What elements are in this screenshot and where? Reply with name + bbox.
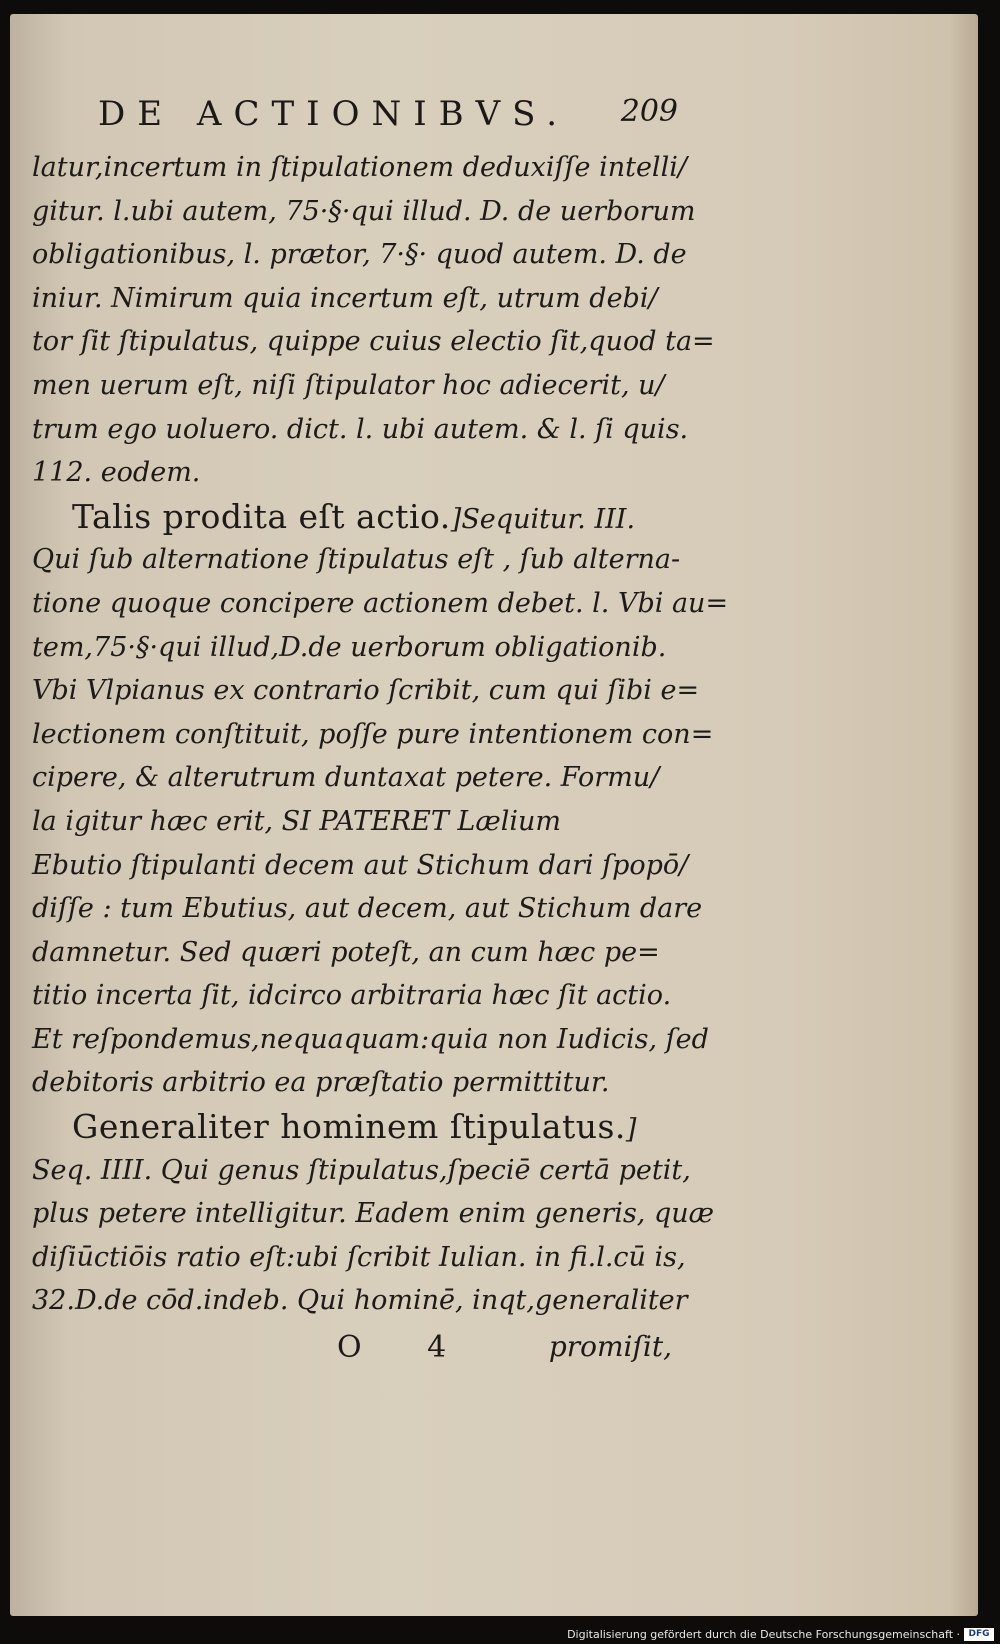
text-line: lectionem conſtituit, poſſe pure intentionem con= [32,718,714,750]
text-line: tor ſit ſtipulatus, quippe cuius electio ſit,quod ta= [32,326,715,358]
text-line: Qui ſub alternatione ſtipulatus eſt , ſub alterna- [32,544,681,576]
running-head: DE ACTIONIBVS. [98,94,570,134]
text-line: latur,incertum in ſtipulationem deduxiſſe intelli/ [32,152,687,183]
text-line: gitur. l.ubi autem, 75·§·qui illud. D. de uerborum [32,195,696,227]
body-text [32,146,729,1323]
text-line: Ebutio ſtipulanti decem aut Stichum dari ſpopō/ [32,849,689,881]
text-line: 112. eodem. [32,457,201,489]
text-line: iniur. Nimirum quia incertum eſt, utrum debi/ [32,282,658,314]
lemma-continuation: ] [625,1114,637,1146]
text-line: Et reſpondemus,nequaquam:quia non Iudicis, ſed [32,1023,709,1055]
digitization-credit: Digitalisierung gefördert durch die Deutsche Forschungsgemeinschaft · [567,1628,960,1641]
text-line: diſiūctiōis ratio eſt:ubi ſcribit Iulian. in fi.l.cū is, [32,1241,686,1273]
text-line: plus petere intelligitur. Eadem enim generis, quæ [32,1198,715,1230]
text-line: tem,75·§·qui illud,D.de uerborum obligationib. [32,631,667,663]
text-line: titio incerta ſit, idcirco arbitraria hæc ſit actio. [32,980,672,1012]
page-header [98,84,678,144]
text-line: debitoris arbitrio ea præſtatio permittitur. [32,1067,610,1099]
text-line: la igitur hæc erit, SI PATERET Lælium [32,805,561,837]
page-number: 209 [620,94,678,129]
lemma-heading: Generaliter hominem ſtipulatus. [72,1107,626,1147]
text-line: cipere, & alterutrum duntaxat petere. Formu/ [32,762,660,794]
text-line: Seq. IIII. Qui genus ſtipulatus,ſpeciē certā petit, [32,1154,691,1186]
lemma-line [32,1105,672,1149]
credit-bar [0,1626,1000,1644]
signature-mark: O 4 [337,1330,475,1365]
text-line: diſſe : tum Ebutius, aut decem, aut Stichum dare [32,893,703,925]
text-line: obligationibus, l. prætor, 7·§· quod autem. D. de [32,239,687,271]
lemma-continuation: ]Sequitur. III. [450,503,636,535]
dfg-logo: DFG [964,1628,994,1641]
text-line: Vbi Vlpianus ex contrario ſcribit, cum qui ſibi e= [32,675,700,707]
lemma-heading: Talis prodita eſt actio. [72,496,451,536]
text-line: men uerum eſt, niſi ſtipulator hoc adiecerit, u/ [32,369,665,401]
book-page [10,14,978,1616]
text-line: damnetur. Sed quæri poteſt, an cum hæc pe= [32,936,660,968]
text-line: trum ego uoluero. dict. l. ubi autem. & l. ſi quis. [32,413,689,445]
page-footer [32,1330,672,1374]
text-line: tione quoque concipere actionem debet. l. Vbi au= [32,587,729,619]
text-line: 32.D.de cōd.indeb. Qui hominē, inqt,generaliter [32,1285,688,1317]
lemma-line [32,495,672,539]
catchword: promiſit, [548,1330,672,1363]
